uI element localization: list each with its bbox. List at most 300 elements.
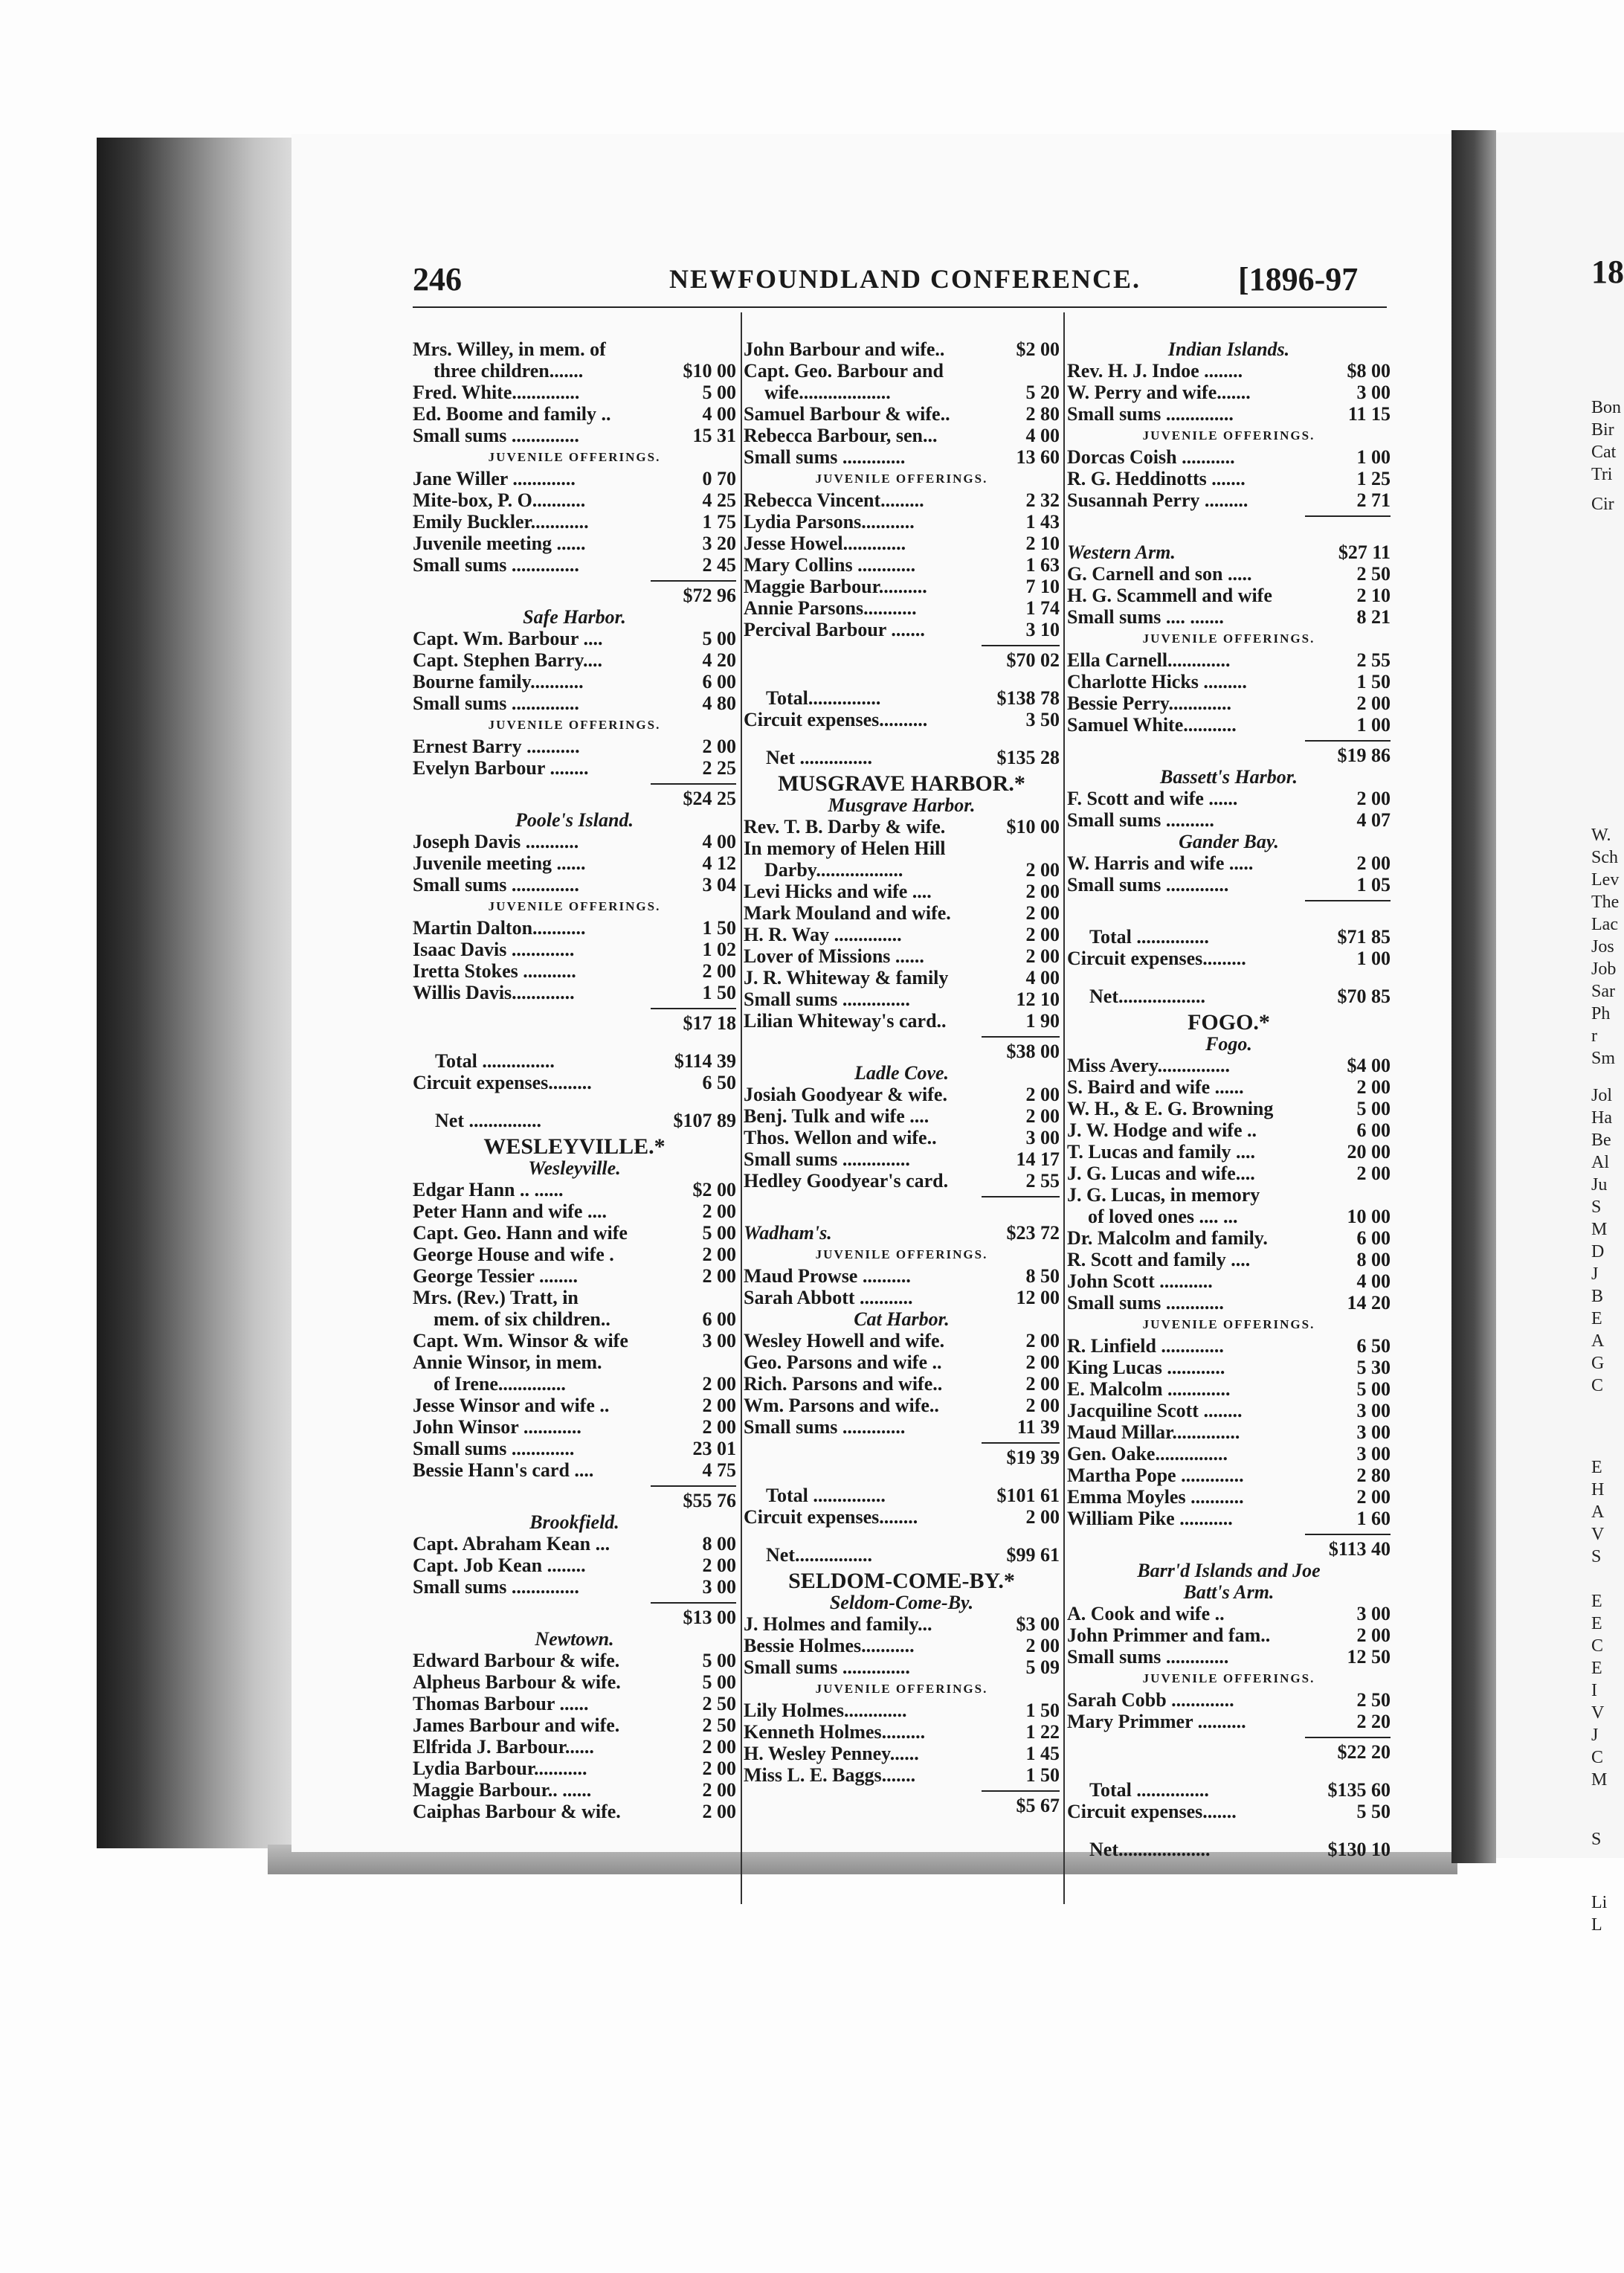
right-page-fragment: L (1591, 1915, 1602, 1935)
right-page-fragment: Ph (1591, 1004, 1611, 1023)
entry-amount: 8 00 (702, 1533, 736, 1555)
entry-amount: 2 50 (702, 1714, 736, 1736)
entry-name: Capt. Geo. Hann and wife (413, 1222, 628, 1244)
entry-name: Western Arm. (1067, 541, 1176, 563)
subtotal (1305, 515, 1391, 541)
entry-name: Total ............... (435, 1050, 555, 1072)
entry-amount: 2 00 (702, 1801, 736, 1822)
entry-amount: 3 00 (1356, 1421, 1391, 1443)
entry-name: Maggie Barbour.......... (744, 576, 927, 597)
right-page-fragment: J (1591, 1264, 1599, 1284)
entry-row (1067, 1400, 1391, 1421)
entry-amount: 3 20 (702, 533, 736, 554)
entry-row (744, 747, 1060, 768)
page-header (413, 260, 1379, 298)
entry-name: Mary Collins ............ (744, 554, 916, 576)
entry-name: Small sums .............. (744, 1148, 910, 1170)
entry-amount: 1 75 (702, 511, 736, 533)
right-page-fragment: J (1591, 1726, 1599, 1745)
entry-name: Small sums .......... (1067, 809, 1214, 831)
right-page-fragment: E (1591, 1614, 1602, 1633)
entry-name: Jesse Howel............. (744, 533, 906, 554)
right-page-fragment: M (1591, 1770, 1608, 1790)
subtotal: $19 39 (982, 1442, 1060, 1468)
entry-amount: 4 00 (1356, 1270, 1391, 1292)
entry-amount: 5 50 (1356, 1801, 1391, 1822)
entry-row (1067, 489, 1391, 511)
entry-amount: 2 00 (1025, 1395, 1060, 1416)
entry-amount: 1 74 (1025, 597, 1060, 619)
right-page-fragment: S (1591, 1197, 1602, 1217)
entry-amount: 2 25 (702, 757, 736, 779)
right-page-fragment: Be (1591, 1131, 1611, 1150)
right-page-number: 18 (1591, 254, 1624, 290)
entry-row (413, 671, 736, 692)
entry-row (744, 1287, 1060, 1308)
entry-amount: 2 00 (1356, 1076, 1391, 1098)
right-page-fragment: S (1591, 1547, 1602, 1566)
entry-row (413, 1200, 736, 1222)
entry-row (413, 511, 736, 533)
entry-name: Circuit expenses.......... (744, 709, 928, 730)
entry-row (1067, 382, 1391, 403)
entry-amount: 5 20 (1025, 382, 1060, 403)
entry-name: Net.................. (1089, 986, 1205, 1007)
entry-name: Levi Hicks and wife .... (744, 881, 932, 902)
entry-amount: 3 00 (702, 1576, 736, 1598)
right-page-fragment: G (1591, 1354, 1605, 1373)
entry-name: King Lucas ............ (1067, 1357, 1225, 1378)
right-page-fragment: W. (1591, 826, 1611, 845)
entry-amount: 1 50 (702, 917, 736, 939)
entry-row (744, 1351, 1060, 1373)
entry-amount: $70 85 (1337, 986, 1391, 1007)
entry-row (413, 1671, 736, 1693)
place-heading: Barr'd Islands and Joe (1137, 1560, 1321, 1581)
entry-name: John Scott ........... (1067, 1270, 1213, 1292)
entry-name: Samuel White........... (1067, 714, 1237, 736)
entry-name: Elfrida J. Barbour...... (413, 1736, 594, 1758)
entry-amount: 3 50 (1025, 709, 1060, 730)
entry-name: Iretta Stokes ........... (413, 960, 576, 982)
entry-name: George House and wife . (413, 1244, 614, 1265)
entry-amount: 23 01 (692, 1438, 736, 1459)
entry-name: Circuit expenses......... (1067, 948, 1246, 969)
entry-row (1067, 1163, 1391, 1184)
entry-amount: 1 50 (1025, 1764, 1060, 1786)
entry-amount: 4 20 (702, 649, 736, 671)
entry-amount: 7 10 (1025, 576, 1060, 597)
entry-row (744, 924, 1060, 945)
entry-row (413, 757, 736, 779)
right-page-fragment: A (1591, 1502, 1605, 1522)
entry-amount: 2 10 (1025, 533, 1060, 554)
place-heading: Gander Bay. (1179, 831, 1279, 852)
entry-name: H. Wesley Penney...... (744, 1743, 919, 1764)
entry-row (744, 1010, 1060, 1032)
column-2 (744, 338, 1060, 1816)
entry-row (744, 902, 1060, 924)
entry-amount: 2 00 (702, 1758, 736, 1779)
entry-row (413, 960, 736, 982)
entry-name: Bessie Perry............. (1067, 692, 1231, 714)
entry-row (744, 576, 1060, 597)
entry-amount: $27 11 (1338, 541, 1391, 563)
entry-name: Annie Winsor, in mem. (413, 1351, 602, 1373)
entry-row (744, 1544, 1060, 1566)
entry-amount: 2 00 (1356, 1163, 1391, 1184)
entry-amount: 15 31 (692, 425, 736, 446)
entry-amount: 2 00 (702, 1416, 736, 1438)
entry-amount: 8 50 (1025, 1265, 1060, 1287)
entry-row (413, 1693, 736, 1714)
right-page-fragment: Ha (1591, 1108, 1612, 1128)
entry-row (744, 446, 1060, 468)
subsection-label: JUVENILE OFFERINGS. (1142, 1317, 1315, 1331)
entry-name: Dorcas Coish ........... (1067, 446, 1235, 468)
entry-name: Geo. Parsons and wife .. (744, 1351, 942, 1373)
entry-row (1067, 446, 1391, 468)
entry-row (1067, 1098, 1391, 1119)
entry-amount: 2 20 (1356, 1711, 1391, 1732)
entry-name: Emily Buckler............ (413, 511, 589, 533)
entry-amount: 5 00 (702, 1671, 736, 1693)
entry-row (744, 709, 1060, 730)
entry-row (1067, 1249, 1391, 1270)
entry-amount: 2 00 (1025, 859, 1060, 881)
entry-row (1067, 1378, 1391, 1400)
entry-name: Rebecca Barbour, sen... (744, 425, 938, 446)
entry-name: Jacquiline Scott ........ (1067, 1400, 1243, 1421)
entry-amount: 5 00 (1356, 1098, 1391, 1119)
entry-amount: 2 00 (1025, 1105, 1060, 1127)
entry-name: R. Linfield ............. (1067, 1335, 1224, 1357)
entry-row (744, 1084, 1060, 1105)
entry-row (413, 403, 736, 425)
entry-name: F. Scott and wife ...... (1067, 788, 1238, 809)
entry-row (744, 1148, 1060, 1170)
spacer (413, 1034, 736, 1050)
entry-name: Maud Prowse .......... (744, 1265, 911, 1287)
entry-name: Joseph Davis ........... (413, 831, 579, 852)
place-heading: Musgrave Harbor. (828, 794, 976, 816)
entry-amount: 2 00 (1025, 1330, 1060, 1351)
entry-name: Small sums .............. (413, 874, 579, 896)
entry-row (744, 1416, 1060, 1438)
entry-amount: 3 00 (1356, 382, 1391, 403)
entry-amount: 6 00 (702, 671, 736, 692)
entry-row (744, 988, 1060, 1010)
entry-amount: 2 00 (1025, 902, 1060, 924)
entry-amount: 2 00 (1356, 1624, 1391, 1646)
entry-row (1067, 852, 1391, 874)
entry-name: Small sums ............. (413, 1438, 575, 1459)
entry-amount: 3 00 (1356, 1400, 1391, 1421)
entry-row (1067, 1603, 1391, 1624)
entry-amount: $130 10 (1327, 1839, 1391, 1860)
subsection-label: JUVENILE OFFERINGS. (815, 472, 988, 486)
right-page-fragment: A (1591, 1331, 1605, 1351)
entry-amount: 3 10 (1025, 619, 1060, 640)
entry-amount: $3 00 (1016, 1613, 1060, 1635)
right-page-fragment: B (1591, 1287, 1604, 1306)
right-page-fragment: E (1591, 1592, 1602, 1611)
entry-row (1067, 649, 1391, 671)
entry-amount: 3 04 (702, 874, 736, 896)
entry-row (744, 425, 1060, 446)
entry-row (1067, 563, 1391, 585)
right-page-fragment: r (1591, 1026, 1597, 1046)
entry-amount: 1 05 (1356, 874, 1391, 896)
subtotal: $113 40 (1305, 1534, 1391, 1560)
entry-amount: 6 00 (702, 1308, 736, 1330)
entry-amount: 2 00 (1356, 788, 1391, 809)
entry-amount: 2 10 (1356, 585, 1391, 606)
spacer (744, 1468, 1060, 1485)
entry-name: Rich. Parsons and wife.. (744, 1373, 943, 1395)
entry-name: G. Carnell and son ..... (1067, 563, 1252, 585)
entry-row (744, 597, 1060, 619)
entry-amount: $2 00 (692, 1179, 736, 1200)
entry-row (744, 360, 1060, 382)
entry-row (1067, 1270, 1391, 1292)
entry-name: Small sums ............ (1067, 1292, 1224, 1314)
entry-name: James Barbour and wife. (413, 1714, 620, 1736)
entry-amount: 6 50 (702, 1072, 736, 1093)
entry-name: Bourne family........... (413, 671, 584, 692)
entry-row (413, 382, 736, 403)
entry-name: three children....... (434, 360, 584, 382)
entry-row (744, 1105, 1060, 1127)
entry-row (413, 1265, 736, 1287)
entry-amount: 12 10 (1016, 988, 1060, 1010)
entry-amount: 2 80 (1025, 403, 1060, 425)
entry-name: Charlotte Hicks ......... (1067, 671, 1247, 692)
entry-name: Mite-box, P. O........... (413, 489, 586, 511)
entry-row (744, 967, 1060, 988)
entry-amount: 1 00 (1356, 446, 1391, 468)
entry-row (413, 554, 736, 576)
place-heading: Bassett's Harbor. (1160, 766, 1298, 788)
right-page-fragment: Tri (1591, 465, 1613, 484)
entry-row (1067, 1801, 1391, 1822)
entry-name: Small sums .............. (413, 692, 579, 714)
entry-name: Net ............... (435, 1110, 541, 1131)
column-divider (1063, 312, 1065, 1904)
entry-amount: $99 61 (1006, 1544, 1060, 1566)
entry-row (1067, 585, 1391, 606)
subtotal: $5 67 (982, 1790, 1060, 1816)
entry-row (1067, 1465, 1391, 1486)
entry-amount: 2 00 (1025, 1084, 1060, 1105)
entry-row (1067, 1624, 1391, 1646)
entry-name: J. G. Lucas and wife.... (1067, 1163, 1255, 1184)
entry-amount: 3 00 (1356, 1443, 1391, 1465)
spacer (413, 1093, 736, 1110)
entry-amount: 3 00 (1356, 1603, 1391, 1624)
subsection-label: JUVENILE OFFERINGS. (488, 450, 661, 464)
entry-name: Total............... (766, 687, 881, 709)
entry-name: Total ............... (1089, 1779, 1209, 1801)
right-page-fragment: E (1591, 1309, 1602, 1328)
entry-name: R. Scott and family .... (1067, 1249, 1251, 1270)
entry-row (1067, 1292, 1391, 1314)
entry-row (413, 831, 736, 852)
entry-row (744, 687, 1060, 709)
place-heading: Newtown. (535, 1628, 614, 1650)
subtotal: $13 00 (651, 1602, 736, 1628)
right-page-fragment: The (1591, 893, 1620, 912)
entry-amount: 1 60 (1356, 1508, 1391, 1529)
entry-amount: 2 00 (702, 960, 736, 982)
entry-amount: 12 50 (1347, 1646, 1391, 1668)
entry-amount: 2 00 (702, 1373, 736, 1395)
entry-name: Total ............... (766, 1485, 886, 1506)
entry-name: Lilian Whiteway's card.. (744, 1010, 947, 1032)
place-heading: Batt's Arm. (1183, 1581, 1275, 1603)
subsection-label: JUVENILE OFFERINGS. (1142, 631, 1315, 646)
entry-row (413, 489, 736, 511)
place-heading: Fogo. (1205, 1033, 1252, 1055)
page-number: 246 (413, 261, 462, 298)
subtotal: $72 96 (651, 580, 736, 606)
entry-amount: 1 90 (1025, 1010, 1060, 1032)
entry-row (744, 1721, 1060, 1743)
entry-amount: 5 00 (1356, 1378, 1391, 1400)
circuit-heading: WESLEYVILLE.* (483, 1134, 666, 1159)
entry-amount: 4 75 (702, 1459, 736, 1481)
entry-row (1067, 1646, 1391, 1668)
entry-name: Small sums ............. (744, 1416, 906, 1438)
entry-name: J. G. Lucas, in memory (1067, 1184, 1260, 1206)
entry-amount: 4 00 (1025, 425, 1060, 446)
entry-name: A. Cook and wife .. (1067, 1603, 1225, 1624)
entry-row (413, 1179, 736, 1200)
entry-amount: 0 70 (702, 468, 736, 489)
spacer (744, 730, 1060, 747)
entry-name: E. Malcolm ............. (1067, 1378, 1231, 1400)
entry-row (1067, 1839, 1391, 1860)
entry-row (744, 1170, 1060, 1192)
subtotal: $17 18 (651, 1008, 736, 1034)
entry-row (1067, 926, 1391, 948)
entry-row (1067, 1055, 1391, 1076)
page-title: NEWFOUNDLAND CONFERENCE. (669, 264, 1141, 294)
entry-row (1067, 1443, 1391, 1465)
entry-name: Isaac Davis ............. (413, 939, 575, 960)
subtotal: $38 00 (982, 1036, 1060, 1062)
entry-amount: 4 00 (1025, 967, 1060, 988)
entry-row (413, 1758, 736, 1779)
entry-amount: $23 72 (1006, 1222, 1060, 1244)
entry-name: In memory of Helen Hill (744, 837, 946, 859)
entry-row (413, 1801, 736, 1822)
entry-row (744, 382, 1060, 403)
entry-amount: 14 17 (1016, 1148, 1060, 1170)
entry-amount: 4 12 (702, 852, 736, 874)
entry-amount: 1 43 (1025, 511, 1060, 533)
right-page-fragment: S (1591, 1830, 1602, 1849)
entry-amount: 4 00 (702, 831, 736, 852)
entry-amount: 1 50 (1025, 1700, 1060, 1721)
entry-row (1067, 1335, 1391, 1357)
entry-name: Sarah Abbott ........... (744, 1287, 913, 1308)
place-heading: Poole's Island. (515, 809, 634, 831)
entry-row (744, 816, 1060, 837)
entry-amount (989, 837, 1060, 859)
entry-name: W. Perry and wife....... (1067, 382, 1251, 403)
entry-row (1067, 1076, 1391, 1098)
entry-name: Alpheus Barbour & wife. (413, 1671, 621, 1693)
entry-row (1067, 1689, 1391, 1711)
entry-name: Rebecca Vincent......... (744, 489, 924, 511)
entry-row (1067, 1141, 1391, 1163)
entry-row (413, 1222, 736, 1244)
entry-row (413, 1351, 736, 1373)
entry-row (413, 1459, 736, 1481)
entry-name: Miss L. E. Baggs....... (744, 1764, 916, 1786)
entry-row (413, 338, 736, 360)
entry-row (413, 1110, 736, 1131)
entry-row (413, 692, 736, 714)
place-heading: Brookfield. (529, 1511, 619, 1533)
entry-row (413, 1330, 736, 1351)
entry-row (1067, 606, 1391, 628)
entry-name: Ernest Barry ........... (413, 736, 580, 757)
entry-name: Capt. Geo. Barbour and (744, 360, 944, 382)
subtotal: $24 25 (651, 783, 736, 809)
entry-row (413, 1779, 736, 1801)
column-1 (413, 338, 736, 1822)
entry-amount (666, 1351, 736, 1373)
entry-name: John Winsor ............ (413, 1416, 581, 1438)
entry-name: of loved ones .... ... (1088, 1206, 1238, 1227)
entry-name: Darby.................. (764, 859, 903, 881)
entry-name: John Barbour and wife.. (744, 338, 945, 360)
entry-row (744, 1743, 1060, 1764)
entry-name: Lily Holmes............. (744, 1700, 907, 1721)
entry-amount: 11 15 (1347, 403, 1391, 425)
entry-amount: 2 00 (1356, 692, 1391, 714)
right-page-fragment: M (1591, 1220, 1608, 1239)
entry-row (1067, 1184, 1391, 1206)
entry-row (413, 1438, 736, 1459)
entry-name: Josiah Goodyear & wife. (744, 1084, 947, 1105)
circuit-heading: SELDOM-COME-BY.* (788, 1569, 1015, 1593)
entry-amount: 1 00 (1356, 714, 1391, 736)
entry-name: Edgar Hann .. ...... (413, 1179, 564, 1200)
entry-amount: 5 30 (1356, 1357, 1391, 1378)
entry-row (744, 1222, 1060, 1244)
entry-name: Ella Carnell............. (1067, 649, 1231, 671)
entry-name: Small sums ............. (744, 446, 906, 468)
right-page-fragment: Sch (1591, 848, 1618, 867)
right-page-fragment: E (1591, 1659, 1602, 1678)
entry-amount: 5 00 (702, 1222, 736, 1244)
entry-name: Kenneth Holmes......... (744, 1721, 926, 1743)
entry-amount: 11 39 (1016, 1416, 1060, 1438)
subtotal (1305, 900, 1391, 926)
entry-row (744, 1265, 1060, 1287)
entry-name: Mrs. Willey, in mem. of (413, 338, 606, 360)
entry-amount: $8 00 (1347, 360, 1391, 382)
entry-amount: 2 00 (702, 736, 736, 757)
entry-amount: 4 25 (702, 489, 736, 511)
entry-name: S. Baird and wife ...... (1067, 1076, 1244, 1098)
entry-amount: 3 00 (702, 1330, 736, 1351)
entry-name: Emma Moyles ........... (1067, 1486, 1244, 1508)
entry-amount: 2 00 (1356, 852, 1391, 874)
